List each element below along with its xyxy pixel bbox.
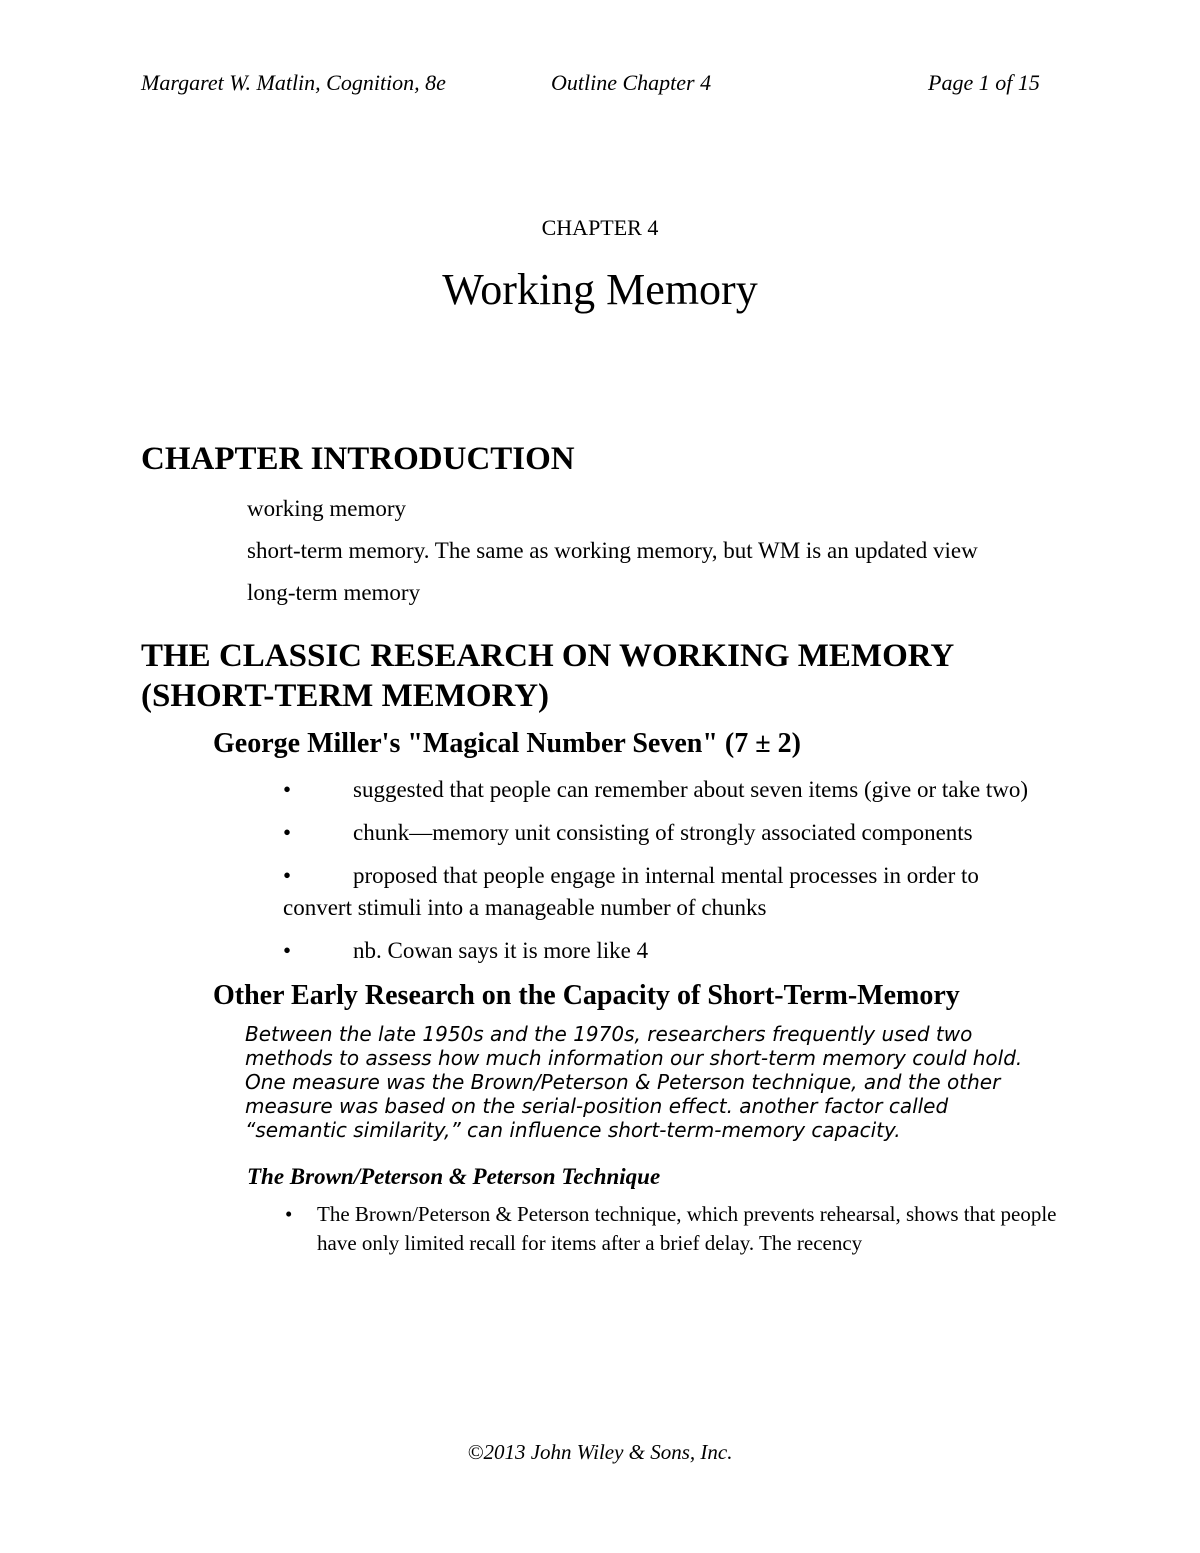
list-item [283, 774, 1053, 806]
early-research-heading: Other Early Research on the Capacity of Short-Term-Memory [213, 980, 960, 1011]
page-footer: ©2013 John Wiley & Sons, Inc. [467, 1440, 733, 1464]
bullet-icon: • [283, 777, 292, 802]
classic-research-heading: THE CLASSIC RESEARCH ON WORKING MEMORY (SHORT-TERM MEMORY) [141, 638, 954, 714]
miller-heading: George Miller's "Magical Number Seven" (7 ± 2) [213, 728, 801, 759]
bullet-icon: • [283, 938, 292, 963]
intro-heading: CHAPTER INTRODUCTION [141, 441, 575, 477]
header-center: Outline Chapter 4 [551, 70, 712, 95]
intro-item: long-term memory [247, 580, 421, 605]
list-item [283, 817, 1053, 849]
bullet-icon: • [285, 1202, 293, 1226]
page-header [0, 70, 1200, 102]
bullet-icon: • [283, 820, 292, 845]
early-research-paragraph: Between the late 1950s and the 1970s, researchers frequently used two methods to assess how much information our short-term memory could hold. One measure was the Brown/Peterson & Peterson technique, and the other measure was based on the serial-position effect. another factor called “semantic similarity,” can influence short-term-memory capacity. [245, 1022, 1023, 1142]
technique-heading: The Brown/Peterson & Peterson Technique [247, 1164, 661, 1189]
list-item [285, 1200, 1077, 1258]
list-item [283, 860, 1053, 924]
bullet-text: chunk—memory unit consisting of strongly associated components [353, 820, 973, 845]
intro-item: working memory [247, 496, 407, 521]
header-right: Page 1 of 15 [928, 70, 1040, 95]
intro-item: short-term memory. The same as working memory, but WM is an updated view [247, 538, 978, 563]
bullet-icon: • [283, 863, 292, 888]
chapter-label: CHAPTER 4 [541, 215, 659, 240]
header-left: Margaret W. Matlin, Cognition, 8e [141, 70, 446, 95]
bullet-text: suggested that people can remember about seven items (give or take two) [353, 777, 1029, 802]
document-body [141, 215, 1057, 1258]
bullet-text: nb. Cowan says it is more like 4 [353, 938, 649, 963]
bullet-text: proposed that people engage in internal mental processes in order to convert stimuli into a manageable number of chunks [283, 863, 979, 920]
list-item [283, 935, 1053, 967]
bullet-text: The Brown/Peterson & Peterson technique, which prevents rehearsal, shows that people have only limited recall for items after a brief delay. The recency [317, 1202, 1057, 1255]
chapter-title: Working Memory [442, 265, 758, 314]
miller-bullet-list [141, 774, 1051, 967]
